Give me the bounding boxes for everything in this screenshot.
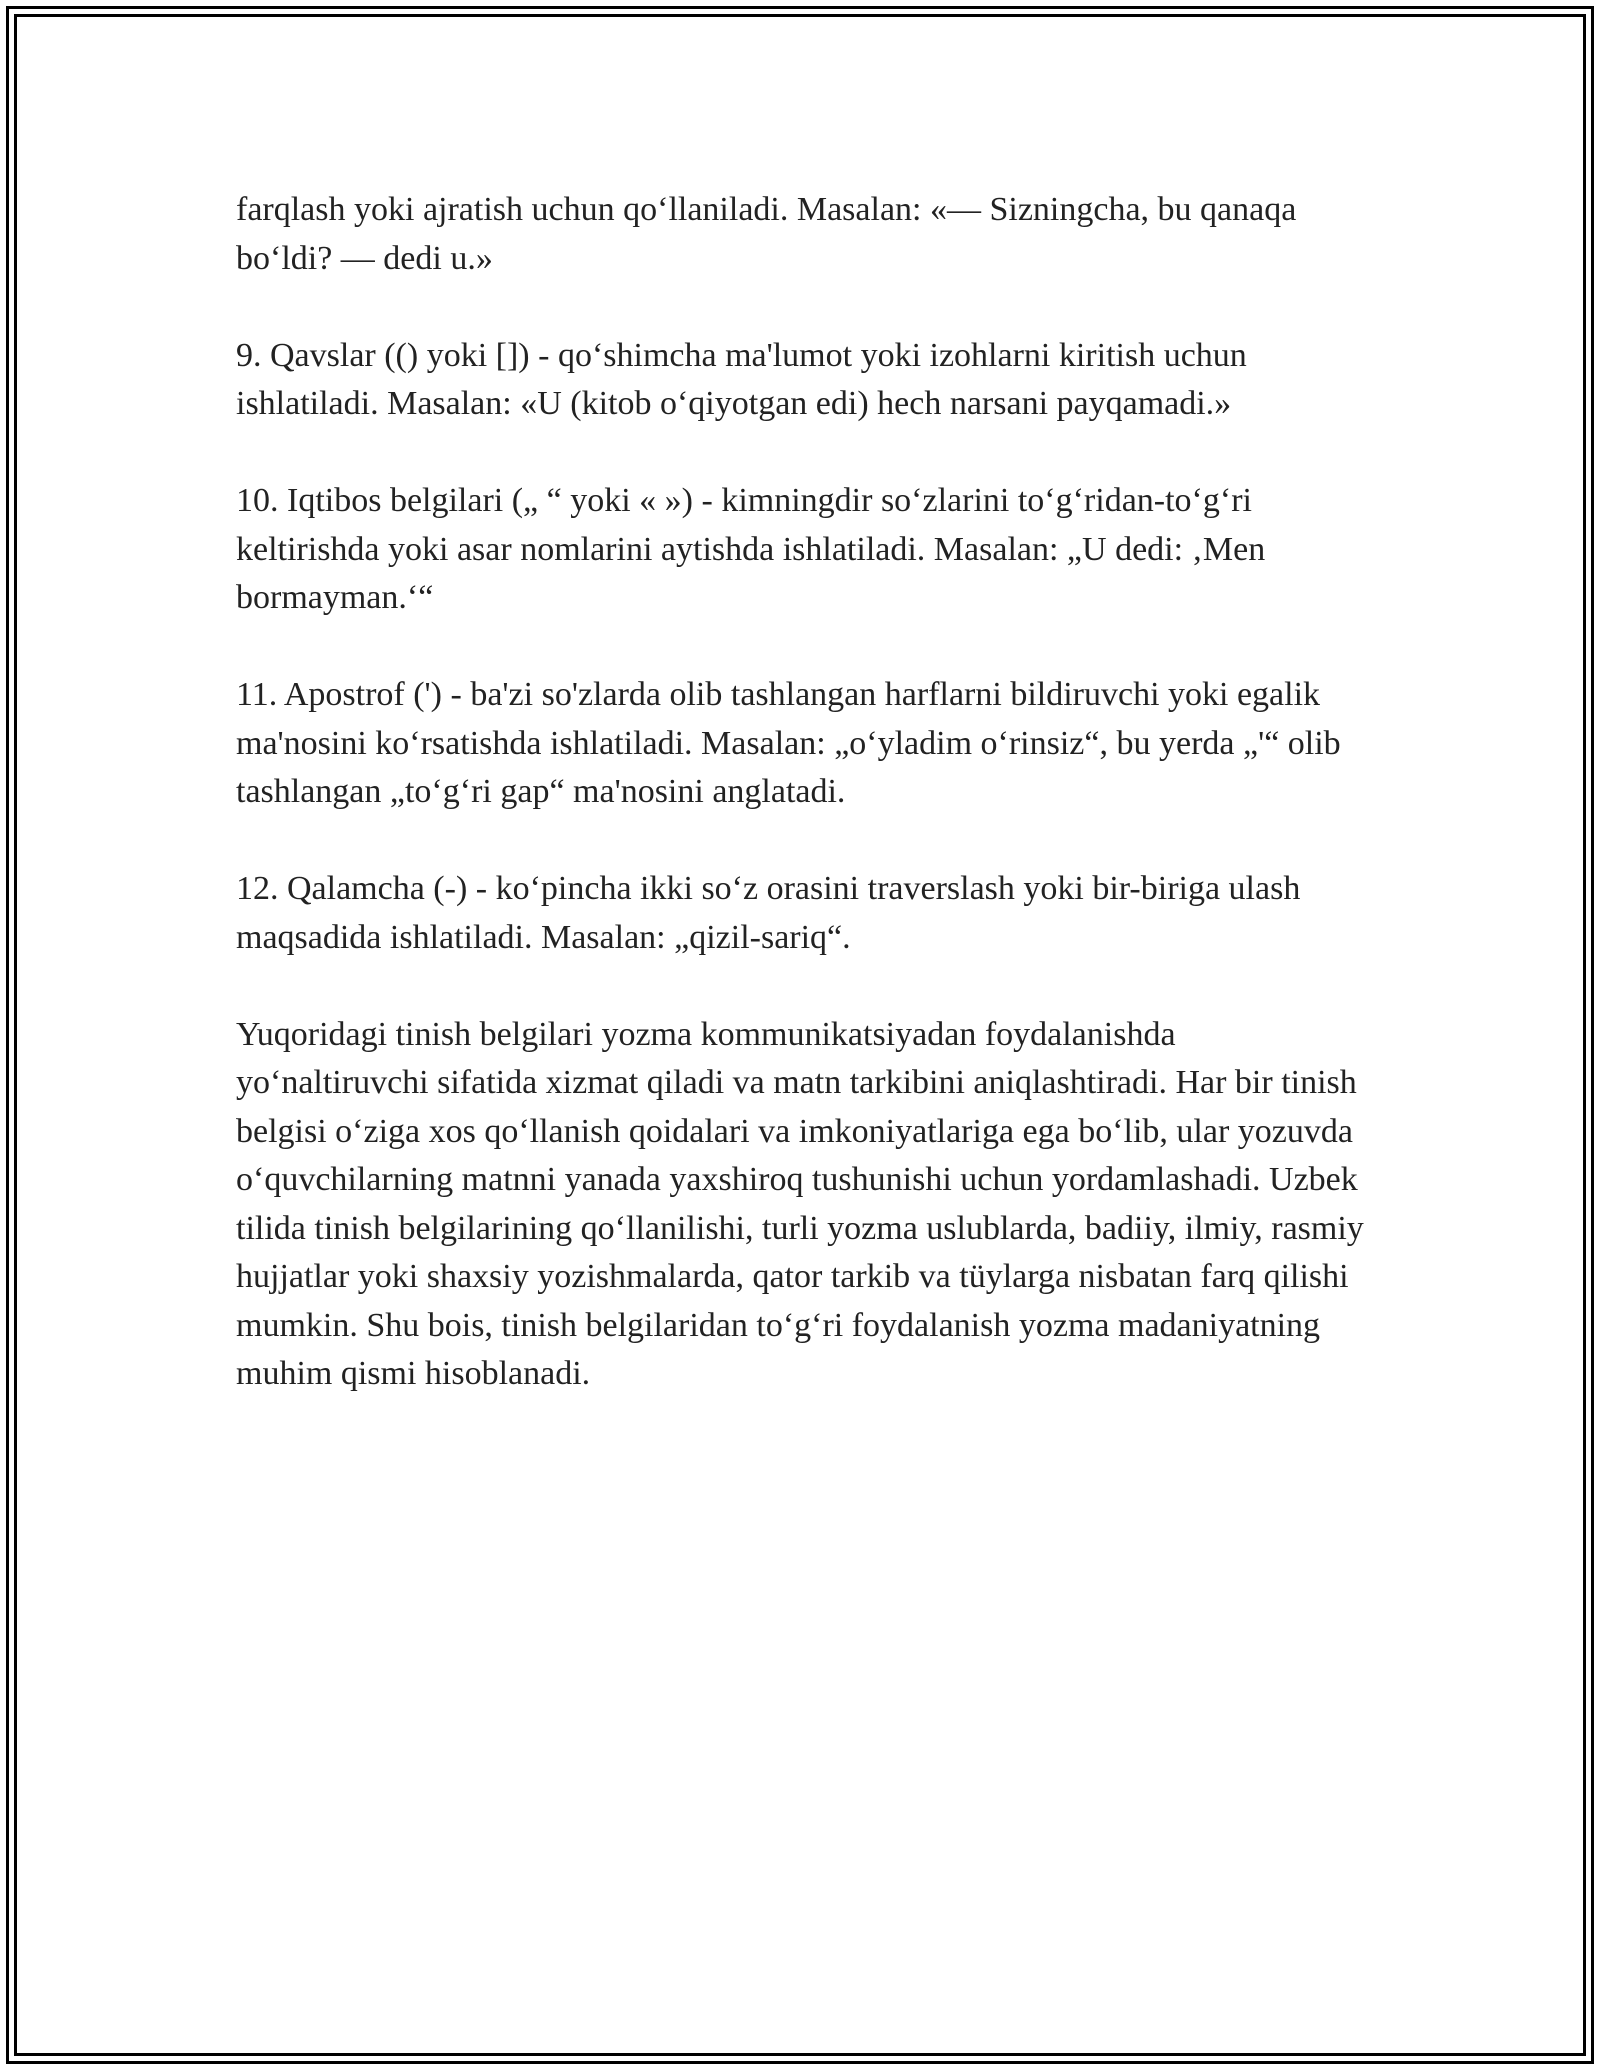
paragraph-conclusion: Yuqoridagi tinish belgilari yozma kommunikatsiyadan foydalanishda yo‘naltiruvchi sifatida xizmat qiladi va matn tarkibini aniqlashtiradi. Har bir tinish belgisi o‘ziga xos qo‘llanish qoidalari va imkoniyatlariga ega bo‘lib, ular yozuvda o‘quvchilarning matnni yanada yaxshiroq tushunishi uchun yordamlashadi. Uzbek tilida tinish belgilarining qo‘llanilishi, turli yozma uslublarda, badiiy, ilmiy, rasmiy hujjatlar yoki shaxsiy yozishmalarda, qator tarkib va tüylarga nisbatan farq qilishi mumkin. Shu bois, tinish belgilaridan to‘g‘ri foydalanish yozma madaniyatning muhim qismi hisoblanadi. <box>236 1015 1364 1392</box>
paragraph-apostrophe: 11. Apostrof (') - ba'zi so'zlarda olib tashlangan harflarni bildiruvchi yoki egalik ma'nosini ko‘rsatishda ishlatiladi. Masalan: „o‘yladim o‘rinsiz“, bu yerda „'“ olib tashlangan „to‘g‘ri gap“ ma'nosini anglatadi. <box>236 676 1341 810</box>
paragraph-dash-usage: farqlash yoki ajratish uchun qo‘llaniladi. Masalan: «— Sizningcha, bu qanaqa bo‘ldi? — dedi u.» <box>236 191 1297 277</box>
paragraph-brackets: 9. Qavslar (() yoki []) - qo‘shimcha ma'lumot yoki izohlarni kiritish uchun ishlatiladi. Masalan: «U (kitob o‘qiyotgan edi) hech narsani payqamadi.» <box>236 336 1247 422</box>
paragraph-quotation-marks: 10. Iqtibos belgilari („ “ yoki « ») - kimningdir so‘zlarini to‘g‘ridan-to‘g‘ri keltirishda yoki asar nomlarini aytishda ishlatiladi. Masalan: „U dedi: ‚Men bormayman.‘“ <box>236 482 1266 616</box>
paragraph-hyphen: 12. Qalamcha (-) - ko‘pincha ikki so‘z orasini traverslash yoki bir-biriga ulash maqsadida ishlatiladi. Masalan: „qizil-sariq“. <box>236 870 1301 956</box>
document-body <box>236 186 1366 1399</box>
